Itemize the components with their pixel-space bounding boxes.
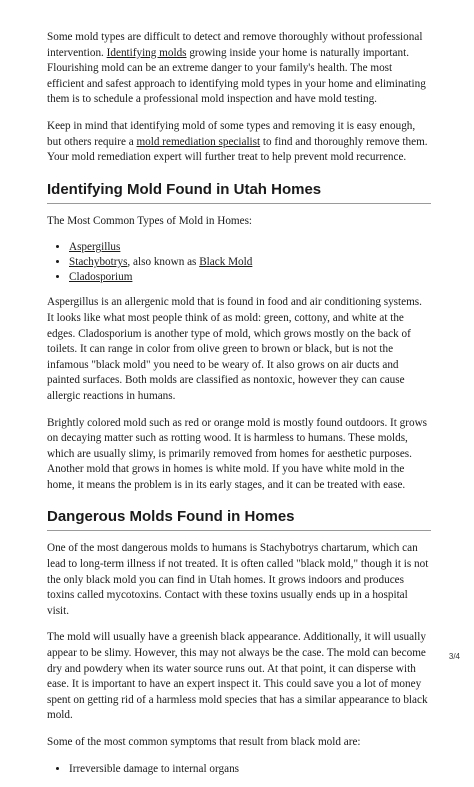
mold-types-lead: The Most Common Types of Mold in Homes: xyxy=(47,214,253,227)
section2-paragraph-3: Some of the most common symptoms that result from black mold are: xyxy=(47,736,361,748)
section-divider-1 xyxy=(47,203,431,204)
list-item: • Irreversible damage to internal organs xyxy=(69,762,431,777)
page-number: 3/4 xyxy=(448,652,460,661)
symptoms-list xyxy=(47,762,431,777)
intro-text-1a: Some mold types are difficult to detect and remove thoroughly without professional intervention. xyxy=(47,31,423,59)
section-heading-utah-homes: Identifying Mold Found in Utah Homes xyxy=(47,180,322,198)
list-item xyxy=(69,270,431,285)
section2-paragraph-1: One of the most dangerous molds to humans is Stachybotrys chartarum, which can lead to long-term illness if not treated. It is often called "black mold," though it is not the only black mold you can find in Utah homes. It grows indoors and produces toxins called mycotoxins. Contact with these toxins usually ends up in a hospital visit. xyxy=(47,542,429,617)
intro-text-1b: growing inside your home is naturally important. Flourishing mold can be an extreme danger to your family's health. The most efficient and safest approach to identifying mold types in your home and eliminating them is to schedule a professional mold inspection and have mold testing. xyxy=(47,46,426,106)
intro-text-2b: to find and thoroughly remove them. Your mold remediation expert will further treat to help prevent mold recurrence. xyxy=(47,135,428,164)
document-page xyxy=(47,30,431,787)
section1-paragraph-2: Brightly colored mold such as red or orange mold is mostly found outdoors. It grows on decaying matter such as rotting wood. It is harmless to humans. These molds, which are usually slimy, is primarily removed from homes for aesthetic purposes. Another mold that grows in homes is white mold. If you have white mold in the home, it means the problem is in its early stages, and it can be treated with ease. xyxy=(47,416,428,491)
section-heading-dangerous-molds: Dangerous Molds Found in Homes xyxy=(47,508,295,526)
black-mold-link[interactable]: Black Mold xyxy=(199,256,253,269)
mold-remediation-specialist-link[interactable]: mold remediation specialist xyxy=(136,135,261,148)
intro-text-2a: Keep in mind that identifying mold of some types and removing it is easy enough, but others require a xyxy=(47,119,416,148)
cladosporium-link[interactable]: Cladosporium xyxy=(69,271,133,284)
stachybotrys-link[interactable]: Stachybotrys xyxy=(69,256,128,269)
section2-paragraph-2: The mold will usually have a greenish black appearance. Additionally, it will usually appear to be slimy. However, this may not always be the case. The mold can become dry and powdery when its water source runs out. At that point, it can disperse with ease. It is important to have an expert inspect it. This could save you a lot of money spent on getting rid of a harmless mold species that has a similar appearance to black mold. xyxy=(47,631,428,722)
identifying-molds-link[interactable]: Identifying molds xyxy=(106,46,187,59)
list-item-text: , also known as xyxy=(127,256,200,269)
aspergillus-link[interactable]: Aspergillus xyxy=(69,241,121,254)
section-divider-2 xyxy=(47,530,431,531)
intro-paragraph-1 xyxy=(47,30,431,108)
mold-types-list xyxy=(47,240,431,285)
intro-paragraph-2 xyxy=(47,119,431,166)
section1-paragraph-1: Aspergillus is an allergenic mold that is found in food and air conditioning systems. It looks like what most people think of as mold: green, cottony, and white at the edges. Cladosporium is another type of mold, which grows mostly on the back of toilets. It can range in color from olive green to brown or black, but is not the infamous "black mold" you need to be weary of. It also grows on air ducts and painted surfaces. Both molds are classified as nontoxic, however they can cause allergic reactions in humans. xyxy=(47,296,422,402)
list-item xyxy=(69,255,431,270)
list-item xyxy=(69,240,431,255)
